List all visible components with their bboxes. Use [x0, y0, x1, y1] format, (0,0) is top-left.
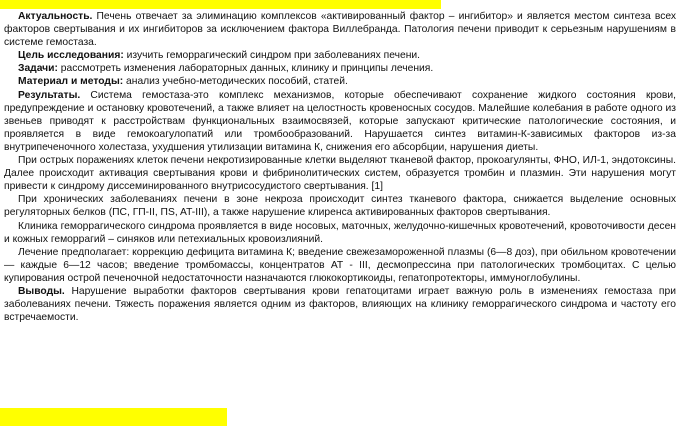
text-tasks: рассмотреть изменения лабораторных данных, клинику и принципы лечения. [57, 63, 434, 75]
text-chronic-diseases: При хронических заболеваниях печени в зоне некроза происходит синтез тканевого фактора, снижается выделение основных регуляторных белков (ПС, ГП-II, ПS, AT-III), а также нарушение клиренса активированных факторов свертывания. [4, 194, 676, 219]
label-methods: Материал и методы: [18, 76, 124, 88]
text-methods: анализ учебно-методических пособий, статей. [123, 76, 348, 88]
paragraph-results [4, 89, 676, 154]
highlight-bar-bottom [0, 408, 227, 426]
text-goal: изучить геморрагический синдром при заболеваниях печени. [123, 50, 420, 62]
label-relevance: Актуальность. [18, 11, 93, 22]
text-results: Система гемостаза-это комплекс механизмов, которые обеспечивают сохранение жидкого состояния крови, предупреждение и остановку кровотечений, а также влияет на целостность кровеносных сосудов. Малейшие колебания в работе одного из звеньев приводят к расстройствам функциональных взаимосвязей, которые запускают критические патологические состояния, и проявляется в виде гемокоагулопатий или тромбообразований. Нарушается синтез витамин-К-зависимых факторов из-за внутрипеченочного холестаза, ухудшения утилизации витамина К, снижения его абсорбции, нарушения диеты. [4, 89, 676, 153]
paragraph-chronic-diseases [4, 193, 676, 219]
paragraph-clinic [4, 220, 676, 246]
abstract-body [4, 10, 676, 324]
highlight-bar-top [0, 0, 441, 9]
paragraph-goal [4, 49, 676, 62]
label-conclusions: Выводы. [18, 285, 65, 297]
text-treatment: Лечение предполагает: коррекцию дефицита витамина К; введение свежезамороженной плазмы (6—8 доз), при обильном кровотечении — каждые 6—12 часов; введение тромбомассы, концентратов АТ - III, десмопрессина при патологических тромбоцитах. С целью купирования острой печеночной недостаточности назначаются глюкокортикоиды, гепатопротекторы, иммуноглобулины. [4, 246, 676, 284]
paragraph-tasks [4, 62, 676, 75]
paragraph-methods [4, 75, 676, 88]
text-conclusions: Нарушение выработки факторов свертывания крови гепатоцитами играет важную роль в изменениях гемостаза при заболеваниях печени. Тяжесть поражения является одним из факторов, влияющих на клинику геморрагического синдрома и частоту его встречаемости. [4, 285, 676, 324]
paragraph-acute-lesions [4, 154, 676, 193]
paragraph-relevance [4, 10, 676, 49]
text-acute-lesions: При острых поражениях клеток печени некротизированные клетки выделяют тканевой фактор, прокоагулянты, ФНО, ИЛ-1, эндотоксины. Далее происходит активация свертывания крови и фибринолитических систем, образуется тромбин и плазмин. Эти нарушения могут привести к синдрому диссеминированного внутрисосудистого свертывания. [1] [4, 155, 676, 193]
label-tasks: Задачи: [18, 63, 58, 75]
label-goal: Цель исследования: [18, 50, 124, 62]
paragraph-conclusions [4, 285, 676, 324]
paragraph-treatment [4, 246, 676, 285]
label-results: Результаты. [18, 89, 81, 101]
text-clinic: Клиника геморрагического синдрома проявляется в виде носовых, маточных, желудочно-кишечных кровотечений, кровоточивости десен и кожных геморрагий – синяков или петехиальных кровоизлияний. [4, 220, 676, 245]
text-relevance: Печень отвечает за элиминацию комплексов «активированный фактор – ингибитор» и является местом синтеза всех факторов свертывания и их ингибиторов за исключением фактора Виллебранда. Патология печени приводит к серьезным нарушениям в системе гемостаза. [4, 11, 676, 49]
